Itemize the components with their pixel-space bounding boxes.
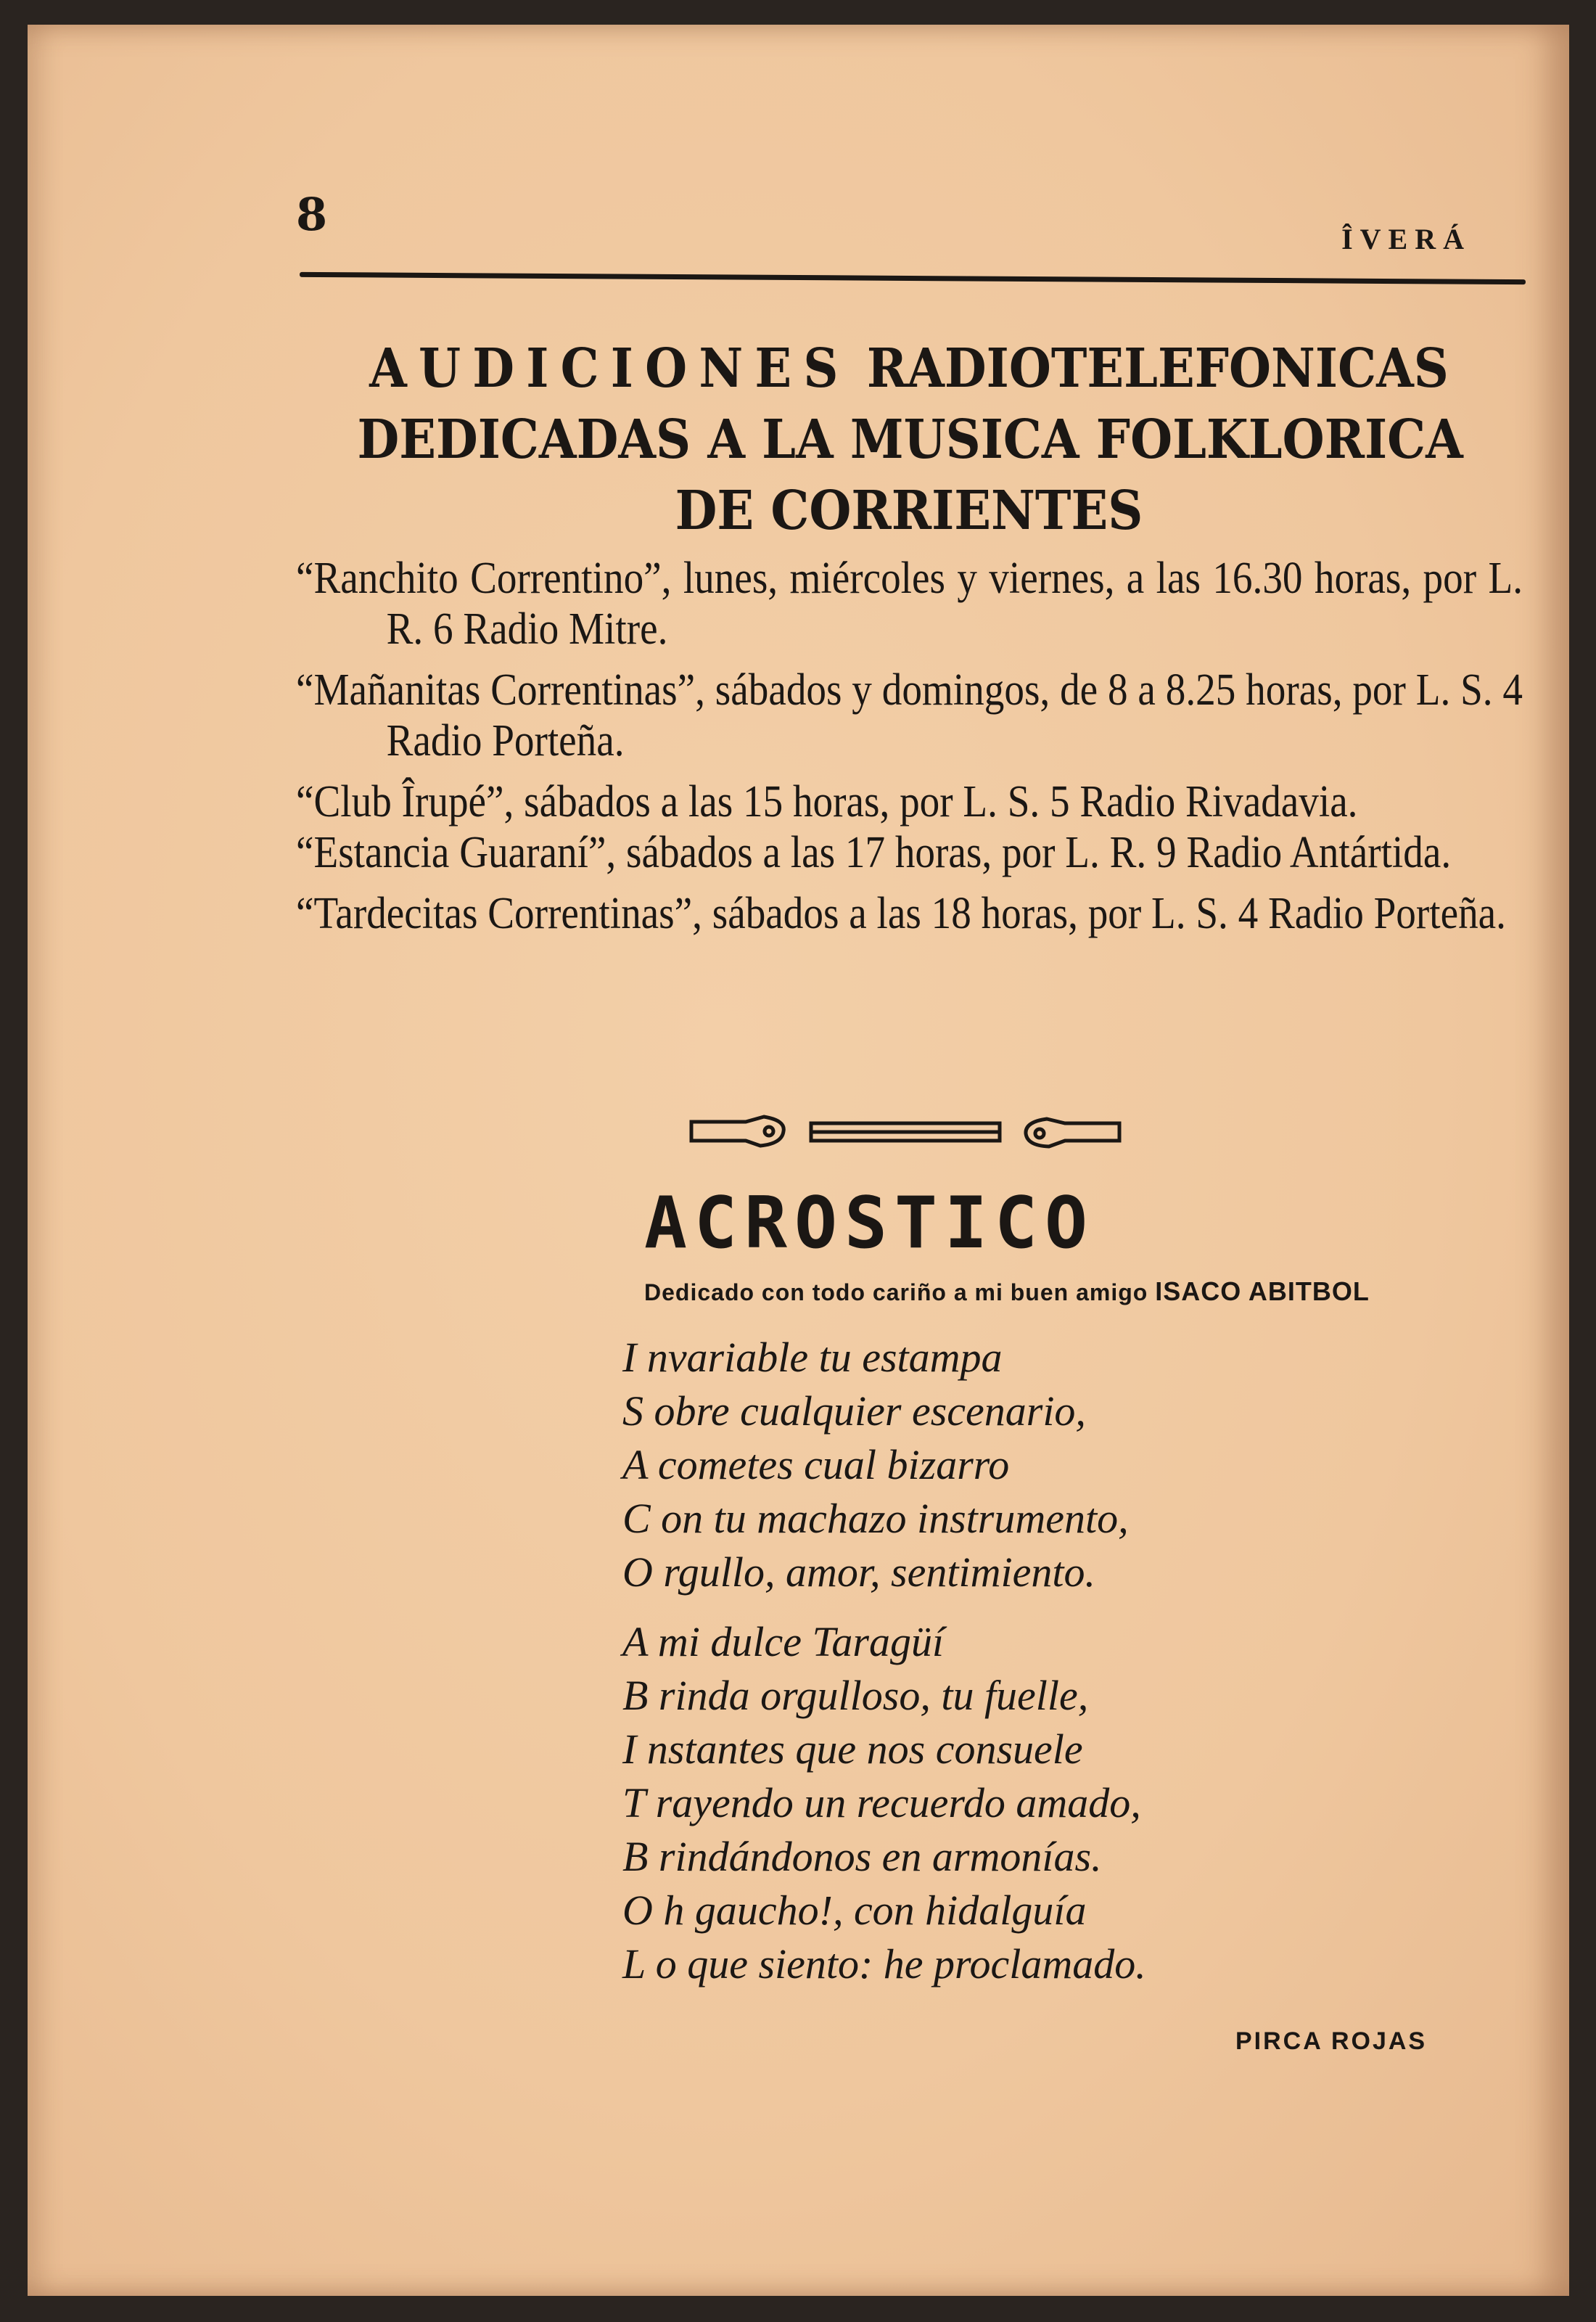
title-line: DEDICADAS A LA MUSICA FOLKLORICA [357,409,1463,471]
broadcast-entry: “Club Îrupé”, sábados a las 15 horas, por L. S. 5 Radio Rivadavia. [296,777,1358,826]
broadcast-entry: “Ranchito Correntino”, lunes, miércoles y viernes, a las 16.30 horas, por L. R. 6 Radio Mitre. [296,554,1523,654]
broadcast-entry: “Tardecitas Correntinas”, sábados a las 18 horas, por L. S. 4 Radio Porteña. [296,889,1506,938]
poem-body [622,1331,1146,2007]
verse-line: I nstantes que nos consuele [622,1726,1083,1773]
verse-line: I nvariable tu estampa [622,1334,1003,1381]
verse-line: O h gaucho!, con hidalguía [622,1887,1087,1934]
broadcast-entry: “Estancia Guaraní”, sábados a las 17 horas, por L. R. 9 Radio Antártida. [296,828,1452,877]
verse-line: T rayendo un recuerdo amado, [622,1779,1141,1826]
stanza [622,1331,1146,1599]
running-title: ÎVERÁ [1341,223,1471,255]
poem-dedication [644,1276,1370,1307]
stanza [622,1615,1146,1991]
title-word: RADIOTELEFONICAS [866,337,1449,400]
verse-line: O rgullo, amor, sentimiento. [622,1548,1095,1596]
dedication-text: Dedicado con todo cariño a mi buen amigo [644,1279,1148,1305]
verse-line: A cometes cual bizarro [622,1441,1010,1488]
magazine-page [28,25,1569,2296]
header-rule [300,272,1526,284]
verse-line: C on tu machazo instrumento, [622,1495,1129,1542]
title-word: AUDICIONES [369,337,850,400]
ornament-divider-icon [688,1113,1123,1149]
title-line: DE CORRIENTES [675,480,1143,542]
verse-line: S obre cualquier escenario, [622,1387,1086,1435]
verse-line: A mi dulce Taragüí [622,1618,945,1665]
article-title [358,333,1461,546]
dedicatee-name: ISACO ABITBOL [1155,1276,1370,1306]
poem-title: ACROSTICO [644,1182,1095,1265]
verse-line: B rinda orgulloso, tu fuelle, [622,1672,1089,1719]
broadcast-list [296,553,1523,949]
verse-line: B rindándonos en armonías. [622,1833,1102,1880]
broadcast-entry: “Mañanitas Correntinas”, sábados y domingos, de 8 a 8.25 horas, por L. S. 4 Radio Porteña. [296,665,1523,766]
poem-author: PIRCA ROJAS [1235,2027,1428,2055]
verse-line: L o que siento: he proclamado. [622,1940,1146,1987]
page-number: 8 [296,188,328,241]
